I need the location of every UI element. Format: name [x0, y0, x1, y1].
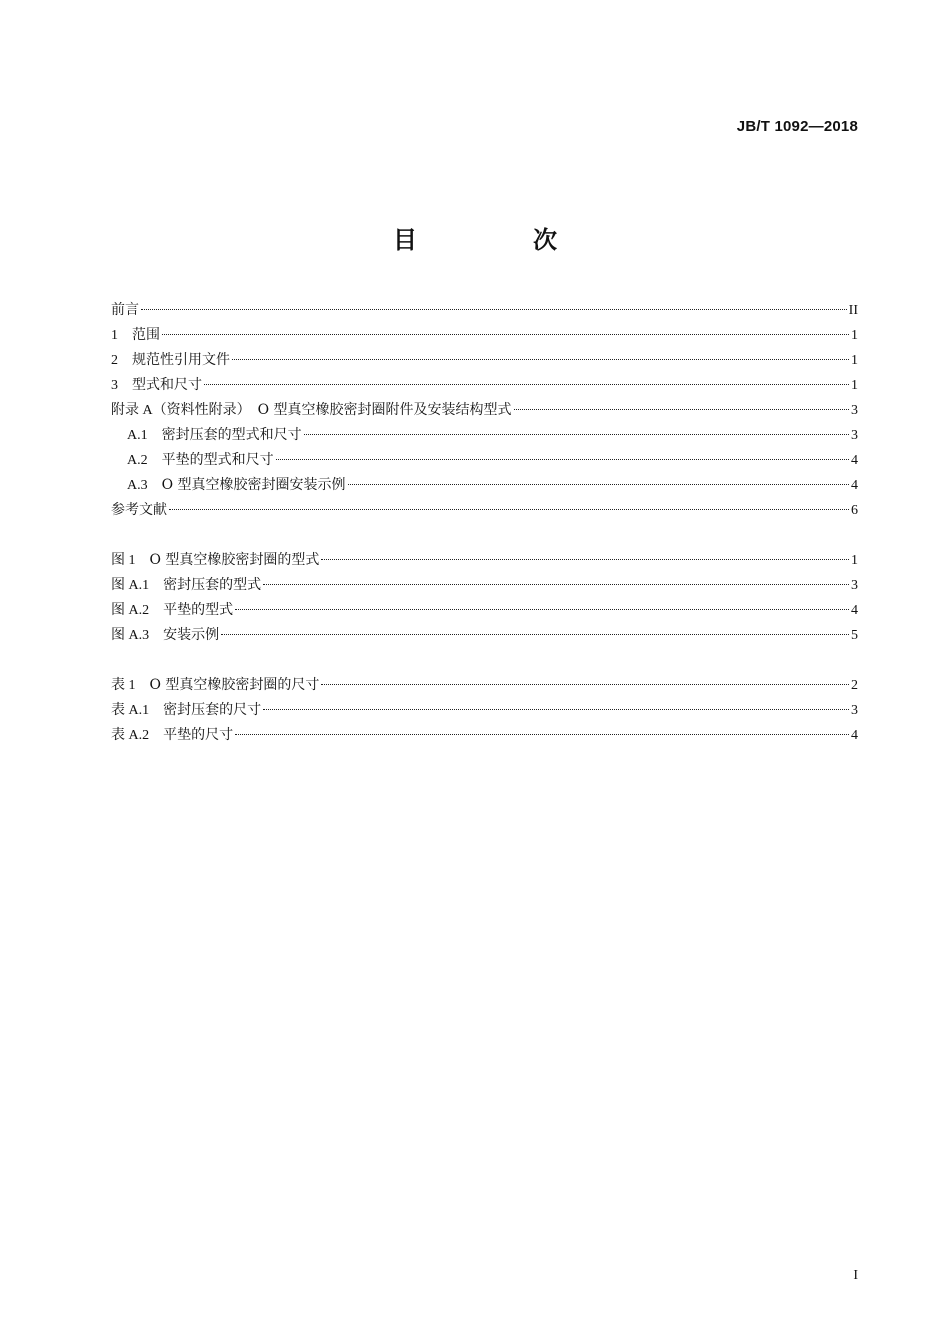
toc-dot-leader [232, 359, 849, 360]
toc-entry-page: 4 [851, 603, 858, 618]
toc-entry-text: O 型真空橡胶密封圈的型式 [149, 552, 320, 568]
toc-entry-number: A.1 [127, 428, 148, 443]
toc-entry-page: 5 [851, 628, 858, 643]
toc-entry-number: 1 [111, 328, 118, 343]
toc-entry-number: 3 [111, 378, 118, 393]
toc-entry-label [111, 723, 233, 748]
toc-entry-label [127, 423, 302, 448]
toc-entry-text: 平垫的尺寸 [163, 727, 234, 743]
toc-figures [111, 548, 858, 648]
toc-entry-label [111, 298, 139, 323]
toc-entry-page: 3 [851, 578, 858, 593]
toc-section-row[interactable] [111, 498, 858, 523]
toc-entry-text: O 型真空橡胶密封圈的尺寸 [149, 677, 320, 693]
toc-section-row[interactable] [111, 373, 858, 398]
toc-entry-page: 1 [851, 378, 858, 393]
toc-entry-text: 范围 [132, 327, 160, 343]
toc-dot-leader [263, 584, 849, 585]
toc-dot-leader [304, 434, 849, 435]
toc-entry-text: 安装示例 [163, 627, 220, 643]
toc-entry-label [111, 673, 319, 698]
toc-entry-page: 3 [851, 428, 858, 443]
toc-entry-text: 密封压套的型式 [163, 577, 262, 593]
toc-figure-row[interactable] [111, 623, 858, 648]
toc-section-row[interactable] [111, 348, 858, 373]
toc-table-row[interactable] [111, 673, 858, 698]
toc-entry-number: A.2 [127, 453, 148, 468]
toc-entry-page: II [848, 303, 858, 318]
toc-entry-page: 1 [851, 353, 858, 368]
toc-figure-row[interactable] [111, 548, 858, 573]
toc-entry-number: 图 1 [111, 553, 136, 568]
toc-entry-page: 1 [851, 553, 858, 568]
toc-title: 目 次 [393, 226, 603, 254]
toc-entry-number: 2 [111, 353, 118, 368]
toc-dot-leader [514, 409, 849, 410]
toc-entry-number: 图 A.2 [111, 603, 150, 618]
toc-entry-text: 密封压套的型式和尺寸 [161, 427, 302, 443]
document-code: JB/T 1092—2018 [736, 118, 858, 135]
toc-section-row[interactable] [111, 298, 858, 323]
toc-dot-leader [221, 634, 849, 635]
toc-entry-label [111, 398, 512, 423]
toc-entry-text: 平垫的型式和尺寸 [161, 452, 274, 468]
toc-entry-text: 型式和尺寸 [132, 377, 202, 393]
toc-figure-row[interactable] [111, 598, 858, 623]
toc-entry-label [111, 548, 319, 573]
toc-entry-label [111, 498, 167, 523]
toc-section-row[interactable] [111, 323, 858, 348]
toc-entry-label [111, 573, 261, 598]
toc-entry-text: 平垫的型式 [163, 602, 234, 618]
toc-sections [111, 298, 858, 523]
toc-entry-text: 前言 [111, 302, 139, 318]
toc-entry-number: 表 A.1 [111, 703, 150, 718]
toc-entry-text: O 型真空橡胶密封圈安装示例 [161, 477, 346, 493]
toc-entry-page: 4 [851, 478, 858, 493]
page-number: I [853, 1268, 858, 1283]
toc-entry-text: 参考文献 [111, 502, 167, 518]
toc-entry-page: 6 [851, 503, 858, 518]
toc-entry-text: （资料性附录） O 型真空橡胶密封圈附件及安装结构型式 [152, 402, 512, 418]
toc-dot-leader [162, 334, 849, 335]
toc-dot-leader [263, 709, 849, 710]
toc-entry-label [111, 348, 230, 373]
toc-dot-leader [276, 459, 849, 460]
toc-entry-page: 3 [851, 403, 858, 418]
toc-entry-label [111, 323, 160, 348]
toc-entry-number: 图 A.3 [111, 628, 150, 643]
toc-entry-number: 表 1 [111, 678, 136, 693]
toc-section-row[interactable] [111, 423, 858, 448]
toc-entry-page: 4 [851, 453, 858, 468]
toc-table-row[interactable] [111, 698, 858, 723]
toc-entry-number: A.3 [127, 478, 148, 493]
toc-entry-number: 图 A.1 [111, 578, 150, 593]
toc-dot-leader [204, 384, 849, 385]
toc-dot-leader [235, 734, 849, 735]
toc-section-row[interactable] [111, 448, 858, 473]
toc-entry-page: 1 [851, 328, 858, 343]
toc-dot-leader [141, 309, 847, 310]
toc-figure-row[interactable] [111, 573, 858, 598]
toc-section-row[interactable] [111, 398, 858, 423]
toc-table-row[interactable] [111, 723, 858, 748]
toc-entry-text: 密封压套的尺寸 [163, 702, 262, 718]
toc-section-row[interactable] [111, 473, 858, 498]
toc-entry-page: 3 [851, 703, 858, 718]
toc-dot-leader [235, 609, 849, 610]
toc-entry-page: 4 [851, 728, 858, 743]
toc-dot-leader [348, 484, 849, 485]
toc-entry-label [111, 598, 233, 623]
toc-entry-text: 规范性引用文件 [132, 352, 230, 368]
toc-entry-number: 表 A.2 [111, 728, 150, 743]
toc-entry-label [111, 698, 261, 723]
toc-tables [111, 673, 858, 748]
toc-dot-leader [321, 559, 849, 560]
toc-entry-number: 附录 A [111, 403, 153, 418]
toc-entry-page: 2 [851, 678, 858, 693]
toc-entry-label [127, 448, 274, 473]
table-of-contents [111, 298, 858, 748]
toc-entry-label [111, 623, 219, 648]
toc-dot-leader [321, 684, 849, 685]
toc-dot-leader [169, 509, 849, 510]
toc-entry-label [127, 473, 346, 498]
toc-entry-label [111, 373, 202, 398]
